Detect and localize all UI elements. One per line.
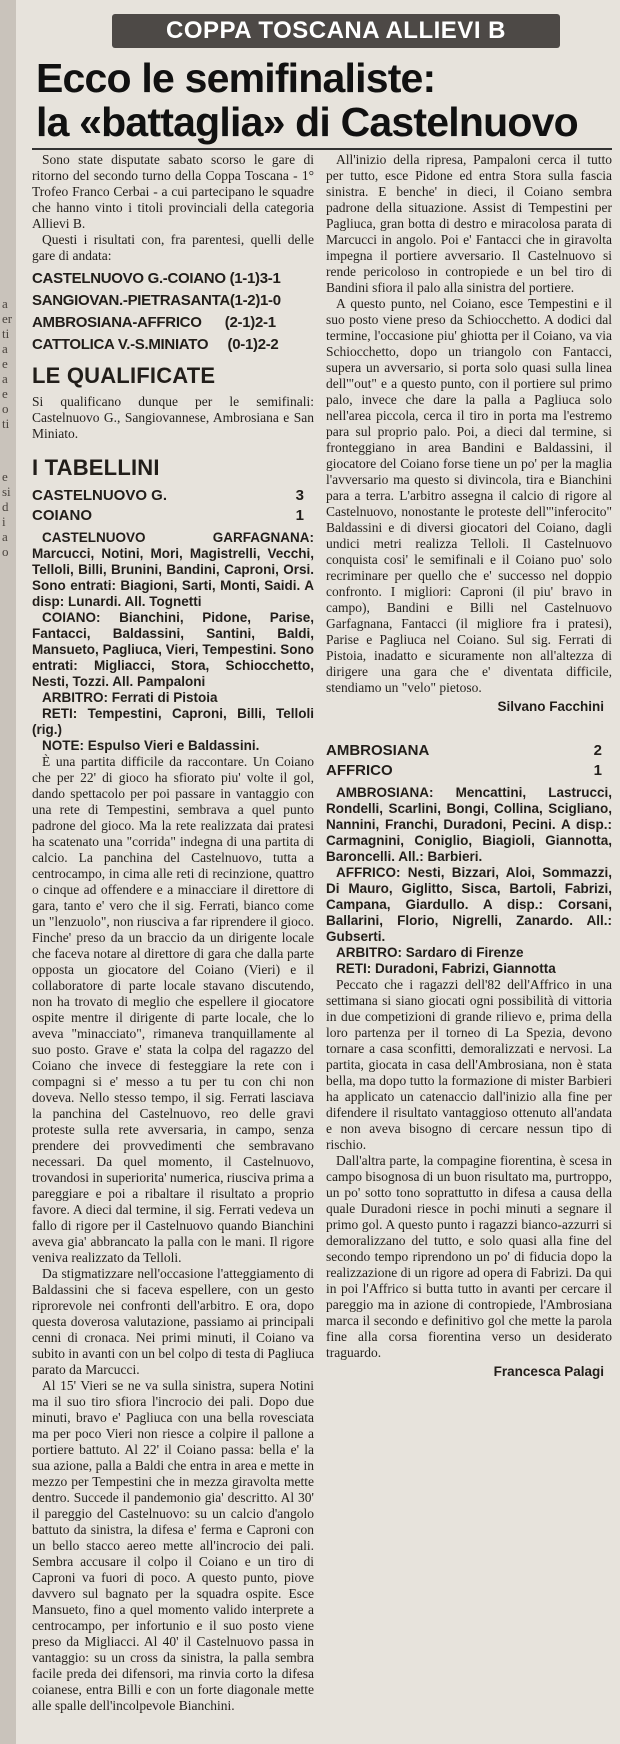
margin-fragment: si	[2, 484, 11, 499]
margin-fragment	[0, 454, 16, 469]
author-signature: Silvano Facchini	[497, 699, 604, 714]
lineup-away: COIANO: Bianchini, Pidone, Parise, Fantacci, Baldassini, Santini, Baldi, Mansueto, Pagliuca, Vieri, Tempestini. Sono entrati: Migliacci, Stora, Schiocchetto, Nesti, Tozzi. All. Pampaloni	[32, 610, 314, 689]
headline-rule	[32, 148, 612, 150]
story-paragraph: Dall'altra parte, la compagine fiorentina, è scesa in campo bisognosa di un buon risultato ma, purtroppo, un po' sotto tono soprattutto in difesa a causa della quale Duradoni riesce in pochi minuti a segnare il primo gol. A questo punto i ragazzi bianco-azzurri si demoralizzano del tutto, e solo quasi alla fine del secondo tempo riprendono un po' di fiducia dopo la realizzazione di un rigore ad opera di Fabrizi. Da qui in poi l'Affrico si butta tutto in avanti per cercare il pareggio ma in azione di contropiede, l'Ambrosiana marca il secondo e definitivo gol che mette la parola fine alla corsa fiorentina verso un desiderato traguardo.	[326, 1153, 612, 1360]
headline-line-1: Ecco le semifinaliste:	[36, 55, 436, 101]
story-paragraph: È una partita difficile da raccontare. Un Coiano che per 22' di gioco ha sfiorato piu' volte il gol, dando spettacolo per poi passare in vantaggio con una rete di Tempestini, sembrava a quel punto padrone del gioco. Ma la rete realizzata dai pratesi ha scatenato una "corrida" indegna di una partita di calcio. La panchina del Castelnuovo, tutta a centrocampo, in cima alle reti di recinzione, quattro o cinque ad offendere e a minacciare il direttore di gara, tanto e' vero che il sig. Ferrati, bianco come un "lenzuolo", non riusciva a far riprendere il gioco. Finche' preso da un braccio da un dirigente locale che faceva notare al direttore di gara che dalla parte opposta un giocatore del Coiano (Vieri) e il collaboratore di parte locale stavano discutendo, non ha trovato di meglio che espellere il giocatore ospite mentre il dirigente di parte locale, che lo aveva "minacciato", rimaneva tranquillamente al suo posto. Grave e' stata la colpa del ragazzo del Coiano che invece di festeggiare la rete con i compagni si e' messo a tu per tu con chi non doveva. Nello stesso tempo, il sig. Ferrati lasciava la panchina del Castelnuovo, reo delle gravi proteste sulla rete avversaria, in campo, senza prendere dei provvedimenti che sembravano necessari. Da quel momento, il Castelnuovo, trovandosi in superiorita' numerica, riusciva prima a pareggiare e poi a ribaltare il risultato a proprio favore. A dieci dal termine, il sig. Ferrati vedeva un fallo di rigore per il Castelnuovo quando Bianchini aveva gia' abbrancato la palla con le mani. Il rigore veniva realizzato da Telloli.	[32, 754, 314, 1265]
home-team: AMBROSIANA	[326, 742, 430, 759]
margin-fragment: a	[2, 341, 8, 356]
scorers: RETI: Duradoni, Fabrizi, Giannotta	[336, 961, 556, 976]
result-line: CATTOLICA V.-S.MINIATO (0-1)2-2	[32, 336, 279, 353]
match1-home-score	[32, 486, 314, 506]
margin-fragment: o	[2, 544, 9, 559]
margin-fragment: ti	[2, 326, 10, 341]
headline	[36, 56, 616, 144]
adjacent-page-edge	[0, 0, 17, 1744]
intro-results-lead: Questi i risultati con, fra parentesi, quelli delle gare di andata:	[32, 232, 314, 263]
margin-fragment: a	[2, 296, 8, 311]
home-goals: 2	[593, 742, 602, 759]
margin-fragment: i	[2, 514, 6, 529]
intro-paragraph: Sono state disputate sabato scorso le gare di ritorno del secondo turno della Coppa Toscana - 1° Trofeo Franco Cerbai - a cui partecipano le squadre che hanno vinto i titoli provinciali della categoria Allievi B.	[32, 152, 314, 231]
match1-away-score	[32, 506, 314, 526]
home-goals: 3	[295, 487, 304, 504]
margin-fragment: e	[2, 356, 8, 371]
referee: ARBITRO: Ferrati di Pistoia	[42, 690, 218, 705]
margin-fragment: e	[2, 469, 8, 484]
result-line: AMBROSIANA-AFFRICO (2-1)2-1	[32, 314, 276, 331]
story-paragraph: Da stigmatizzare nell'occasione l'atteggiamento di Baldassini che si faceva espellere, con un gesto riprorevole nei confronti dell'arbitro. E ora, dopo questa doverosa valutazione, passiamo ai principali cenni di cronaca. Nei primi minuti, il Coiano va subito in avanti con un bel colpo di testa di Pagliuca parato da Marcucci.	[32, 1266, 314, 1377]
qualified-text: Si qualificano dunque per le semifinali: Castelnuovo G., Sangiovannese, Ambrosiana e San Miniato.	[32, 394, 314, 441]
margin-fragment: a	[2, 371, 8, 386]
home-team: CASTELNUOVO G.	[32, 487, 168, 504]
margin-fragment	[0, 431, 16, 446]
away-goals: 1	[593, 762, 602, 779]
lineup-home: AMBROSIANA: Mencattini, Lastrucci, Rondelli, Scarlini, Bongi, Collina, Scigliano, Nannini, Franchi, Duradoni, Pecini. A disp.: Carmagnini, Coniglio, Biagioli, Giannotta, Baroncelli. All.: Barbieri.	[326, 785, 612, 864]
lineup-home: CASTELNUOVO GARFAGNANA: Marcucci, Notini, Mori, Magistrelli, Vecchi, Telloli, Billi, Brunini, Bandini, Caproni, Orsi. Sono entrati: Biagioni, Sarti, Monti, Saidi. A disp: Lunardi. All. Tognetti	[32, 530, 314, 609]
newspaper-page	[16, 0, 620, 1744]
column-2	[326, 152, 612, 1380]
away-team: COIANO	[32, 507, 92, 524]
margin-fragment: d	[2, 499, 9, 514]
lineups-heading: I TABELLINI	[32, 455, 160, 480]
match-notes: NOTE: Espulso Vieri e Baldassini.	[42, 738, 260, 753]
story-paragraph: Al 15' Vieri se ne va sulla sinistra, supera Notini ma il suo tiro sfiora l'incrocio dei pali. Dopo due minuti, bravo e' Pagliuca con una bella rovesciata ma per poco Vieri non riesce a colpire il pallone a portiere battuto. Al 22' il Coiano passa: bella e' la sua azione, palla a Baldi che entra in area e mette in mezzo per Tempestini che in mezza giravolta mette dentro. Succede il pandemonio gia' descritto. Al 30' il pareggio del Castelnuovo: su un calcio d'angolo battuto da sinistra, la difesa e' ferma e Caproni con un bello stacco aereo mette all'incrocio dei pali. Sembra accusare il colpo il Coiano e un tiro di Caproni va fuori di poco. A questo punto, piove davvero sul bagnato per la squadra ospite. Esce Mansueto, fino a quel momento valido interprete a centrocampo, per infortunio e il suo posto viene preso da Migliacci. Al 40' il Castelnuovo passa in vantaggio: su un cross da sinistra, la palla sembra facile preda dei difensori, ma rinvia corto la difesa coianese, entra Billi e con un forte diagonale mette alle spalle dell'incolpevole Bianchini.	[32, 1378, 314, 1713]
margin-fragment: er	[2, 311, 13, 326]
lineup-away: AFFRICO: Nesti, Bizzari, Aloi, Sommazzi, Di Mauro, Giglitto, Sisca, Bartoli, Fabrizi, Campana, Giardullo. A disp.: Corsani, Ballarini, Florio, Nigrelli, Zanardo. All.: Gubserti.	[326, 865, 612, 944]
margin-fragment: e	[2, 386, 8, 401]
section-kicker: COPPA TOSCANA ALLIEVI B	[112, 14, 560, 48]
margin-fragment: o	[2, 401, 9, 416]
match2-away-score	[326, 761, 612, 781]
margin-fragment: a	[2, 529, 8, 544]
result-line: SANGIOVAN.-PIETRASANTA(1-2)1-0	[32, 292, 281, 309]
result-line: CASTELNUOVO G.-COIANO (1-1)3-1	[32, 270, 281, 287]
qualified-heading: LE QUALIFICATE	[32, 363, 216, 388]
scorers: RETI: Tempestini, Caproni, Billi, Telloli (rig.)	[32, 706, 314, 737]
match2-home-score	[326, 741, 612, 761]
away-team: AFFRICO	[326, 762, 393, 779]
story-paragraph: All'inizio della ripresa, Pampaloni cerca il tutto per tutto, esce Pidone ed entra Stora sulla fascia sinistra. E benche' in dieci, il Coiano sembra padrone della situazione. Assist di Tempestini per Pagliuca, gran botta di destro e miracolosa parata di Marcucci in angolo. Poi e' Fantacci che in giravolta impegna il portiere avversario. Il Castelnuovo si rende pericoloso in contropiede e un bel tiro di Bandini sfiora il palo alla sinistra del portiere.	[326, 152, 612, 295]
referee: ARBITRO: Sardaro di Firenze	[336, 945, 524, 960]
story-paragraph: A questo punto, nel Coiano, esce Tempestini e il suo posto viene preso da Schiocchetto. A dodici dal termine, l'occasione piu' ghiotta per il Coiano, va via Schiocchetto, dopo un triangolo con Fantacci, supera un avversario, si porta solo quasi sulla linea dell'"out" e a questo punto, con il portiere sul primo palo, invece che dare la palla a Pagliuca solo nell'area piccola, cerca il tiro in porta ma l'estremo para sul proprio palo. Poi, a dieci dal termine, si fronteggiano in area Bandini e Baldassini, il giocatore del Coiano forse tiene un po' per la maglia l'avversario ma questo si divincola, tira e Bianchini para a terra. L'arbitro assegna il calcio di rigore al Castelnuovo, nonostante le proteste dell'"inferocito" Baldassini e di diversi giocatori del Coiano, dagli undici metri realizza Telloli. Il Castelnuovo conquista cosi' le semifinali e il Coiano puo' solo recriminare per quello che e' successo nel doppio confronto. I migliori: Caproni (il piu' bravo in campo), Bandini e Billi nel Castelnuovo Garfagnana, Fantacci (il migliore fra i pratesi), Parise e Pagliuca nel Coiano. Sul sig. Ferrati di Pistoia, inadatto e sicuramente non all'altezza di dirigere una gara che e' diventata difficile, stendiamo un "velo" pietoso.	[326, 296, 612, 695]
margin-fragment: ti	[2, 416, 10, 431]
story-paragraph: Peccato che i ragazzi dell'82 dell'Affrico in una settimana si siano giocati ogni possibilità di vittoria in due competizioni di grande rilievo e, prima della loro partenza per il torneo di La Spezia, devono tornare a casa sconfitti, demoralizzati e nervosi. La partita, giocata in casa dell'Ambrosiana, non è stata bella, ma dopo tutto la formazione di mister Barbieri ha applicato un catenaccio dall'inizio alla fine per difendere il risultato vantaggioso ottenuto all'andata e non aveva bisogno di cercare nessun tipo di rischio.	[326, 977, 612, 1152]
author-signature: Francesca Palagi	[493, 1364, 604, 1379]
away-goals: 1	[295, 507, 304, 524]
column-1	[32, 152, 314, 1714]
headline-line-2: la «battaglia» di Castelnuovo	[36, 99, 578, 145]
